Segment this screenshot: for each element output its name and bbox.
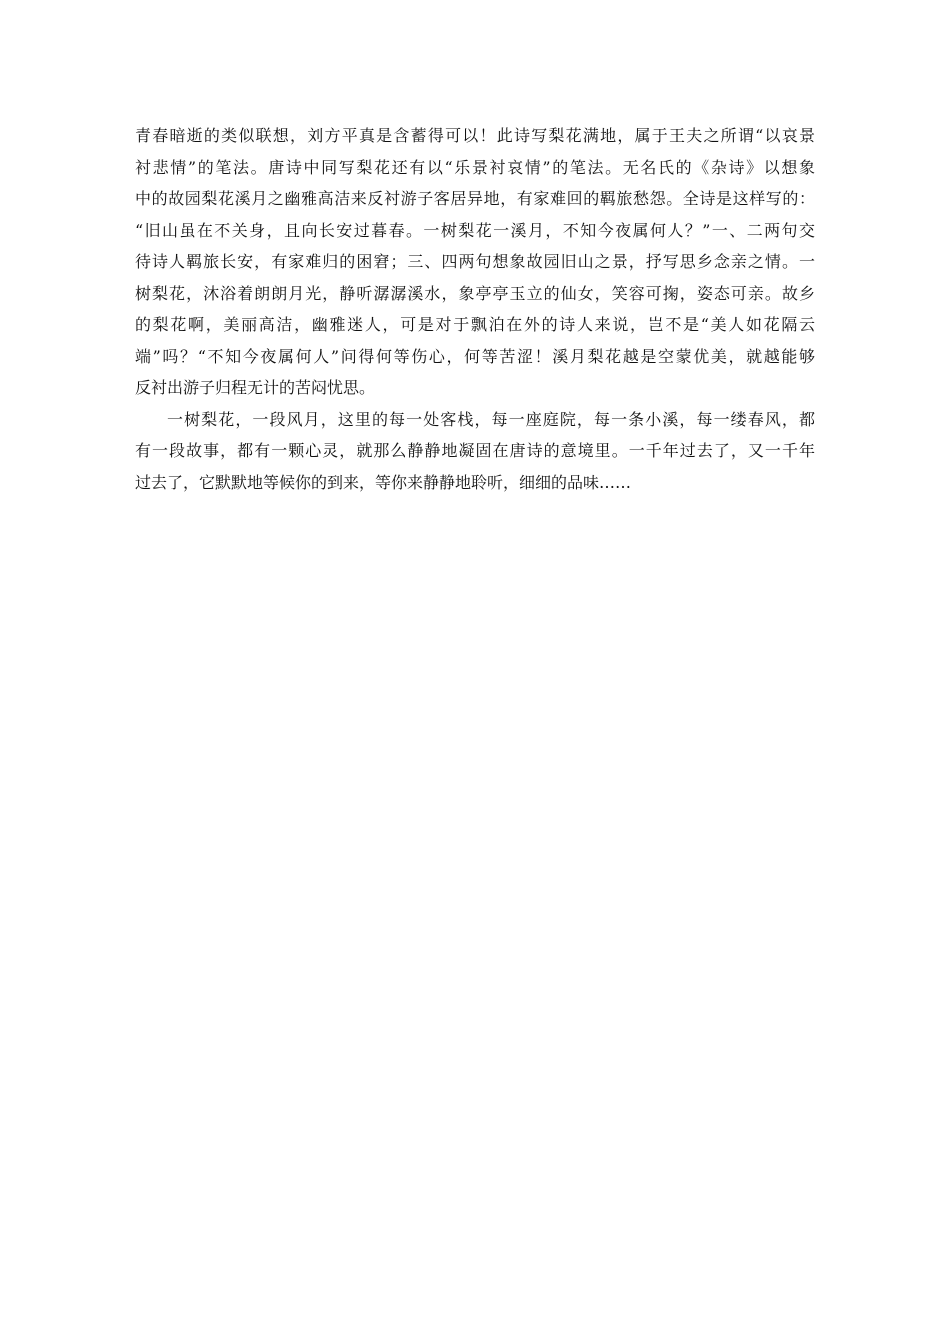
paragraph-2 [135,404,815,499]
paragraph-line: 树梨花，沐浴着朗朗月光，静听潺潺溪水，象亭亭玉立的仙女，笑容可掬，姿态可亲。故乡 [135,283,815,303]
paragraph-line: 中的故园梨花溪月之幽雅高洁来反衬游子客居异地，有家难回的羁旅愁怨。全诗是这样写的： [135,189,815,208]
paragraph-line: 待诗人羁旅长安，有家难归的困窘；三、四两句想象故园旧山之景，抒写思乡念亲之情。一 [135,252,815,271]
paragraph-line: 青春暗逝的类似联想，刘方平真是含蓄得可以！此诗写梨花满地，属于王夫之所谓“以哀景 [135,126,815,145]
paragraph-line: 反衬出游子归程无计的苦闷忧思。 [135,378,376,397]
paragraph-line: “旧山虽在不关身，且向长安过暮春。一树梨花一溪月，不知今夜属何人？”一、二两句交 [135,220,815,240]
body-text [135,120,815,498]
paragraph-line: 端”吗？“不知今夜属何人”问得何等伤心，何等苦涩！溪月梨花越是空蒙优美，就越能够 [135,346,815,366]
paragraph-line: 一树梨花，一段风月，这里的每一处客栈，每一座庭院，每一条小溪，每一缕春风，都 [167,409,815,429]
paragraph-line: 的梨花啊，美丽高洁，幽雅迷人，可是对于飘泊在外的诗人来说，岂不是“美人如花隔云 [135,315,815,334]
paragraph-line: 衬悲情”的笔法。唐诗中同写梨花还有以“乐景衬哀情”的笔法。无名氏的《杂诗》以想象 [135,157,815,177]
paragraph-line: 过去了，它默默地等候你的到来，等你来静静地聆听，细细的品味…… [135,472,632,492]
paragraph-line: 有一段故事，都有一颗心灵，就那么静静地凝固在唐诗的意境里。一千年过去了，又一千年 [135,441,815,460]
paragraph-1 [135,120,815,404]
